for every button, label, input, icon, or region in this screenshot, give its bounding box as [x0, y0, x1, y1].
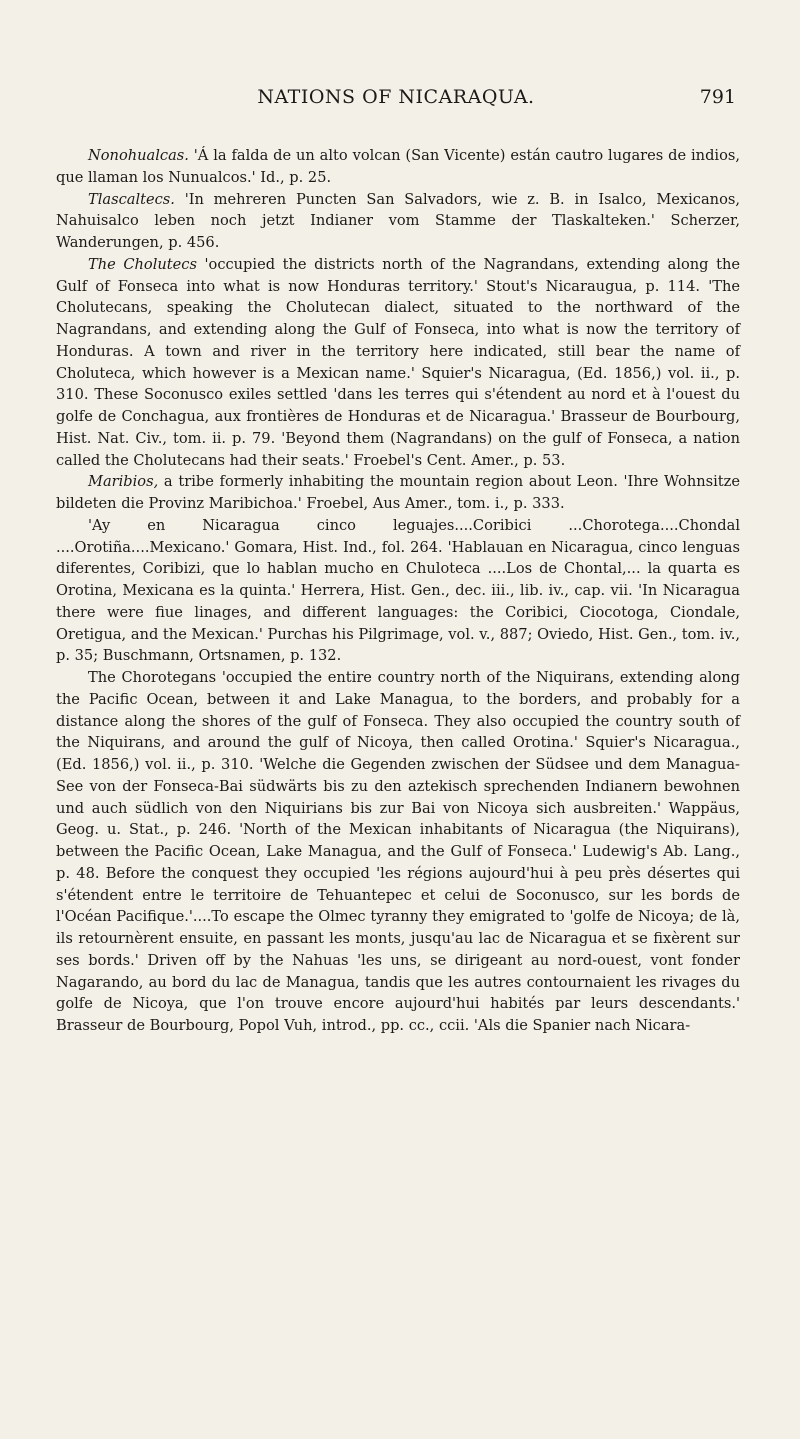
paragraph-lead: Nonohualcas. [88, 147, 189, 164]
paragraph-text: 'Á la falda de un alto volcan (San Vicente) están cautro lugares de indios, que llaman los Nunualcos.' Id., p. 25. [56, 147, 740, 186]
paragraph-chorotegans [56, 667, 740, 1037]
paragraph-text: The Chorotegans 'occupied the entire country north of the Niquirans, extending along the Pacific Ocean, between it and Lake Managua, to the borders, and probably for a distance along the shores of the gulf of Fonseca. They also occupied the country south of the Niquirans, and around the gulf of Nicoya, then called Orotina.' Squier's Nicaragua., (Ed. 1856,) vol. ii., p. 310. 'Welche die Gegenden zwischen der Südsee und dem Managua-See von der Fonseca-Bai südwärts bis zu den aztekisch sprechenden Indianern bewohnen und auch südlich von den Niquirians bis zur Bai von Nicoya sich ausbreiten.' Wappäus, Geog. u. Stat., p. 246. 'North of the Mexican inhabitants of Nicaragua (the Niquirans), between the Pacific Ocean, Lake Managua, and the Gulf of Fonseca.' Ludewig's Ab. Lang., p. 48. Before the conquest they occupied 'les régions aujourd'hui à peu près désertes qui s'étendent entre le territoire de Tehuantepec et celui de Soconusco, sur les bords de l'Océan Pacifique.'....To escape the Olmec tyranny they emigrated to 'golfe de Nicoya; de là, ils retournèrent ensuite, en passant les monts, jusqu'au lac de Nicaragua et se fixèrent sur ses bords.' Driven off by the Nahuas 'les uns, se dirigeant au nord-ouest, vont fonder Nagarando, au bord du lac de Managua, tandis que les autres contournaient les rivages du golfe de Nicoya, que l'on trouve encore aujourd'hui habités par leurs descendants.' Brasseur de Bourbourg, Popol Vuh, introd., pp. cc., ccii. 'Als die Spanier nach Nicara- [56, 669, 740, 1034]
paragraph-text: 'Ay en Nicaragua cinco leguajes....Coribici ...Chorotega....Chondal ....Orotiña....Mexicano.' Gomara, Hist. Ind., fol. 264. 'Hablauan en Nicaragua, cinco lenguas diferentes, Coribizi, que lo hablan mucho en Chuloteca ....Los de Chontal,... la quarta es Orotina, Mexicana es la quinta.' Herrera, Hist. Gen., dec. iii., lib. iv., cap. vii. 'In Nicaragua there were fiue linages, and different languages: the Coribici, Ciocotoga, Ciondale, Oretigua, and the Mexican.' Purchas his Pilgrimage, vol. v., 887; Oviedo, Hist. Gen., tom. iv., p. 35; Buschmann, Ortsnamen, p. 132. [56, 516, 740, 665]
page-header [56, 84, 736, 114]
paragraph-cholutecs [56, 254, 740, 472]
paragraph-languages [56, 515, 740, 667]
paragraph-text: 'occupied the districts north of the Nagrandans, extending along the Gulf of Fonseca into what is now Honduras territory.' Stout's Nicaraugua, p. 114. 'The Cholutecans, speaking the Cholutecan dialect, situated to the northward of the Nagrandans, and extending along the Gulf of Fonseca, into what is now the territory of Honduras. A town and river in the territory here indicated, still bear the name of Choluteca, which however is a Mexican name.' Squier's Nicaragua, (Ed. 1856,) vol. ii., p. 310. These Soconusco exiles settled 'dans les terres qui s'étendent au nord et à l'ouest du golfe de Conchagua, aux frontières de Honduras et de Nicaragua.' Brasseur de Bourbourg, Hist. Nat. Civ., tom. ii. p. 79. 'Beyond them (Nagrandans) on the gulf of Fonseca, a nation called the Cholutecans had their seats.' Froebel's Cent. Amer., p. 53. [56, 255, 740, 469]
paragraph-text: a tribe formerly inhabiting the mountain region about Leon. 'Ihre Wohnsitze bildeten die Provinz Maribichoa.' Froebel, Aus Amer., tom. i., p. 333. [56, 473, 740, 512]
paragraph-lead: The Cholutecs [88, 255, 197, 273]
paragraph-lead: Maribios, [88, 473, 159, 491]
paragraph-maribios [56, 471, 740, 515]
running-title: NATIONS OF NICARAQUA. [257, 86, 535, 108]
paragraph-text: 'In mehreren Puncten San Salvadors, wie z. B. in Isalco, Mexicanos, Nahuisalco leben noch jetzt Indianer vom Stamme der Tlaskalteken.' Scherzer, Wanderungen, p. 456. [56, 190, 740, 251]
paragraph-tlascaltecs [56, 189, 740, 254]
page-number: 791 [699, 86, 736, 108]
paragraph-lead: Tlascaltecs. [88, 190, 175, 208]
paragraph-nonohualcas [56, 145, 740, 189]
body-text [56, 145, 740, 1037]
